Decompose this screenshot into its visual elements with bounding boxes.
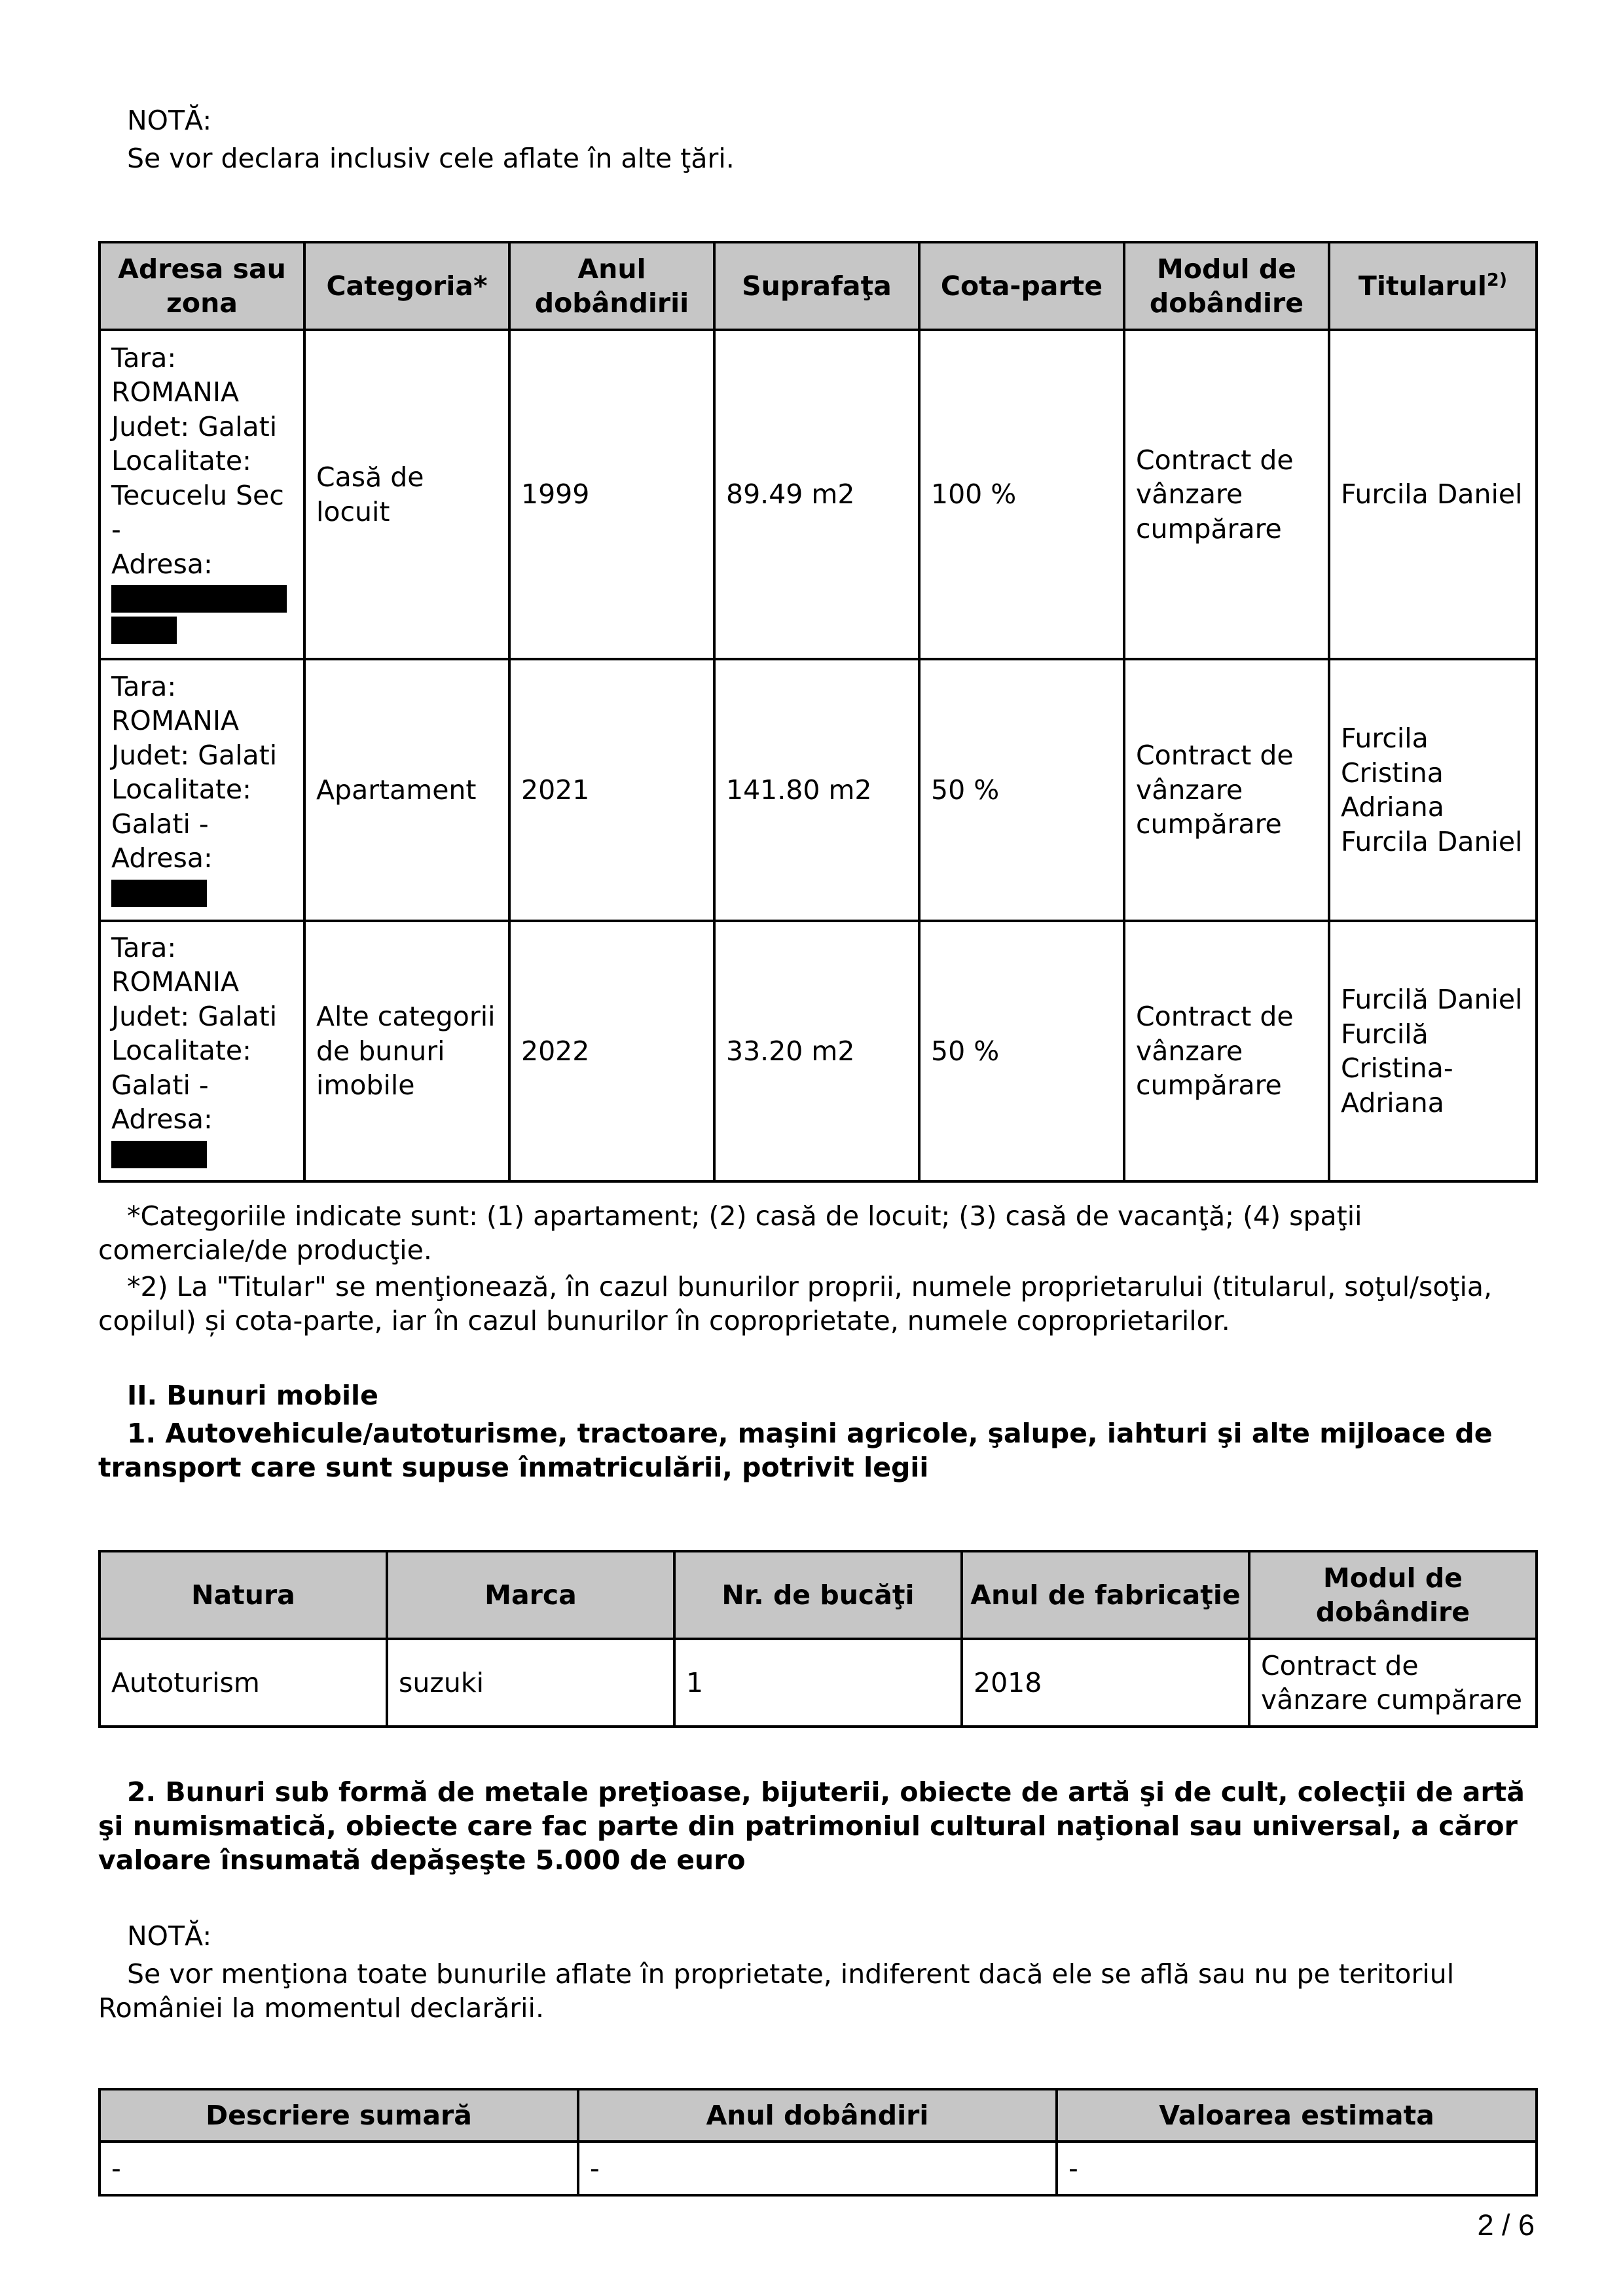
share-cell: 100 % bbox=[919, 330, 1124, 659]
address-county: Judet: Galati bbox=[111, 1000, 278, 1032]
redaction-bar bbox=[111, 585, 287, 613]
address-label: Adresa: bbox=[111, 548, 213, 580]
category-cell: Casă de locuit bbox=[304, 330, 509, 659]
area-cell: 141.80 m2 bbox=[714, 659, 919, 921]
redaction-bar bbox=[111, 1141, 207, 1168]
mode-cell: Contract de vânzare cumpărare bbox=[1124, 659, 1329, 921]
footnote-categories: *Categoriile indicate sunt: (1) apartament; (2) casă de locuit; (3) casă de vacanţă; (4) spaţii comerciale/de producţie. bbox=[98, 1200, 1362, 1266]
note-title: NOTĂ: bbox=[127, 1920, 212, 1952]
area-cell: 89.49 m2 bbox=[714, 330, 919, 659]
table-header-row bbox=[100, 242, 1537, 330]
holder-cell bbox=[1329, 921, 1537, 1181]
address-county: Judet: Galati bbox=[111, 410, 278, 442]
note-text: Se vor menţiona toate bunurile aflate în proprietate, indiferent dacă ele se află sau nu pe teritoriul României la momentul declarării. bbox=[98, 1958, 1455, 2024]
address-locality: Localitate: Tecucelu Sec - bbox=[111, 445, 284, 546]
address-label: Adresa: bbox=[111, 842, 213, 874]
subsection-title: 2. Bunuri sub formă de metale preţioase, bijuterii, obiecte de artă şi de cult, colecţii de artă şi numismatică, obiecte care fac parte din patrimoniul cultural naţional sau universal, a căror valoare însumată depăşeşte 5.000 de euro bbox=[98, 1776, 1525, 1876]
year-cell: 2021 bbox=[509, 659, 714, 921]
vehicles-table bbox=[98, 1550, 1538, 1728]
subsection-title: 1. Autovehicule/autoturisme, tractoare, maşini agricole, şalupe, iahturi şi alte mijloace de transport care sunt supuse înmatriculării, potrivit legii bbox=[98, 1418, 1493, 1483]
table-row bbox=[100, 330, 1537, 659]
column-header-mode: Modul de dobândire bbox=[1249, 1551, 1537, 1639]
holder-name: Furcila Daniel bbox=[1341, 478, 1523, 511]
column-header-mode: Modul de dobândire bbox=[1124, 242, 1329, 330]
column-header-holder bbox=[1329, 242, 1537, 330]
holder-cell bbox=[1329, 659, 1537, 921]
table-row bbox=[100, 1639, 1537, 1727]
share-cell: 50 % bbox=[919, 659, 1124, 921]
column-header-description: Descriere sumară bbox=[100, 2089, 578, 2142]
table-header-row bbox=[100, 2089, 1537, 2142]
address-locality: Localitate: Galati - bbox=[111, 1035, 251, 1101]
mode-cell: Contract de vânzare cumpărare bbox=[1124, 921, 1329, 1181]
year-cell: 2022 bbox=[509, 921, 714, 1181]
count-cell: 1 bbox=[674, 1639, 962, 1727]
category-cell: Apartament bbox=[304, 659, 509, 921]
column-header-year: Anul dobândiri bbox=[578, 2089, 1057, 2142]
valuables-table bbox=[98, 2088, 1538, 2197]
column-header-count: Nr. de bucăţi bbox=[674, 1551, 962, 1639]
holder-name: Furcilă Daniel bbox=[1341, 984, 1523, 1015]
address-cell bbox=[100, 921, 304, 1181]
column-header-brand: Marca bbox=[387, 1551, 674, 1639]
column-header-category: Categoria* bbox=[304, 242, 509, 330]
note-text: Se vor declara inclusiv cele aflate în alte ţări. bbox=[127, 143, 735, 174]
value-cell: - bbox=[1057, 2142, 1537, 2195]
column-header-nature: Natura bbox=[100, 1551, 387, 1639]
table-row bbox=[100, 2142, 1537, 2195]
column-header-address: Adresa sau zona bbox=[100, 242, 304, 330]
share-cell: 50 % bbox=[919, 921, 1124, 1181]
nature-cell: Autoturism bbox=[100, 1639, 387, 1727]
footnote-mark: 2) bbox=[1486, 270, 1508, 291]
holder-name: Furcilă Cristina-Adriana bbox=[1341, 1018, 1453, 1119]
note-title: NOTĂ: bbox=[127, 105, 212, 136]
address-cell bbox=[100, 659, 304, 921]
year-cell: - bbox=[578, 2142, 1057, 2195]
column-header-area: Suprafaţa bbox=[714, 242, 919, 330]
category-cell: Alte categorii de bunuri imobile bbox=[304, 921, 509, 1181]
column-header-share: Cota-parte bbox=[919, 242, 1124, 330]
holder-name: Furcila Daniel bbox=[1341, 825, 1523, 857]
address-country: Tara: ROMANIA bbox=[111, 342, 239, 408]
address-county: Judet: Galati bbox=[111, 739, 278, 771]
real-estate-table bbox=[98, 241, 1538, 1183]
table-row bbox=[100, 659, 1537, 921]
redaction-bar bbox=[111, 617, 177, 644]
address-country: Tara: ROMANIA bbox=[111, 931, 239, 997]
holder-header-label: Titularul bbox=[1358, 270, 1487, 302]
holder-cell bbox=[1329, 330, 1537, 659]
column-header-year: Anul dobândirii bbox=[509, 242, 714, 330]
mode-cell: Contract de vânzare cumpărare bbox=[1249, 1639, 1537, 1727]
section-title: II. Bunuri mobile bbox=[127, 1380, 378, 1411]
column-header-value: Valoarea estimata bbox=[1057, 2089, 1537, 2142]
brand-cell: suzuki bbox=[387, 1639, 674, 1727]
mode-cell: Contract de vânzare cumpărare bbox=[1124, 330, 1329, 659]
holder-name: Furcila Cristina Adriana bbox=[1341, 723, 1444, 823]
redaction-bar bbox=[111, 880, 207, 907]
description-cell: - bbox=[100, 2142, 578, 2195]
address-cell bbox=[100, 330, 304, 659]
address-locality: Localitate: Galati - bbox=[111, 774, 251, 840]
year-cell: 1999 bbox=[509, 330, 714, 659]
column-header-manufacture-year: Anul de fabricaţie bbox=[962, 1551, 1249, 1639]
page-number: 2 / 6 bbox=[1477, 2208, 1535, 2242]
manufacture-year-cell: 2018 bbox=[962, 1639, 1249, 1727]
area-cell: 33.20 m2 bbox=[714, 921, 919, 1181]
footnote-titular: *2) La "Titular" se menţionează, în cazul bunurilor proprii, numele proprietarului (titularul, soţul/soţia, copilul) și cota-parte, iar în cazul bunurilor în coproprietate, numele coproprietarilor. bbox=[98, 1271, 1493, 1336]
address-country: Tara: ROMANIA bbox=[111, 670, 239, 736]
address-label: Adresa: bbox=[111, 1103, 213, 1135]
table-row bbox=[100, 921, 1537, 1181]
table-header-row bbox=[100, 1551, 1537, 1639]
